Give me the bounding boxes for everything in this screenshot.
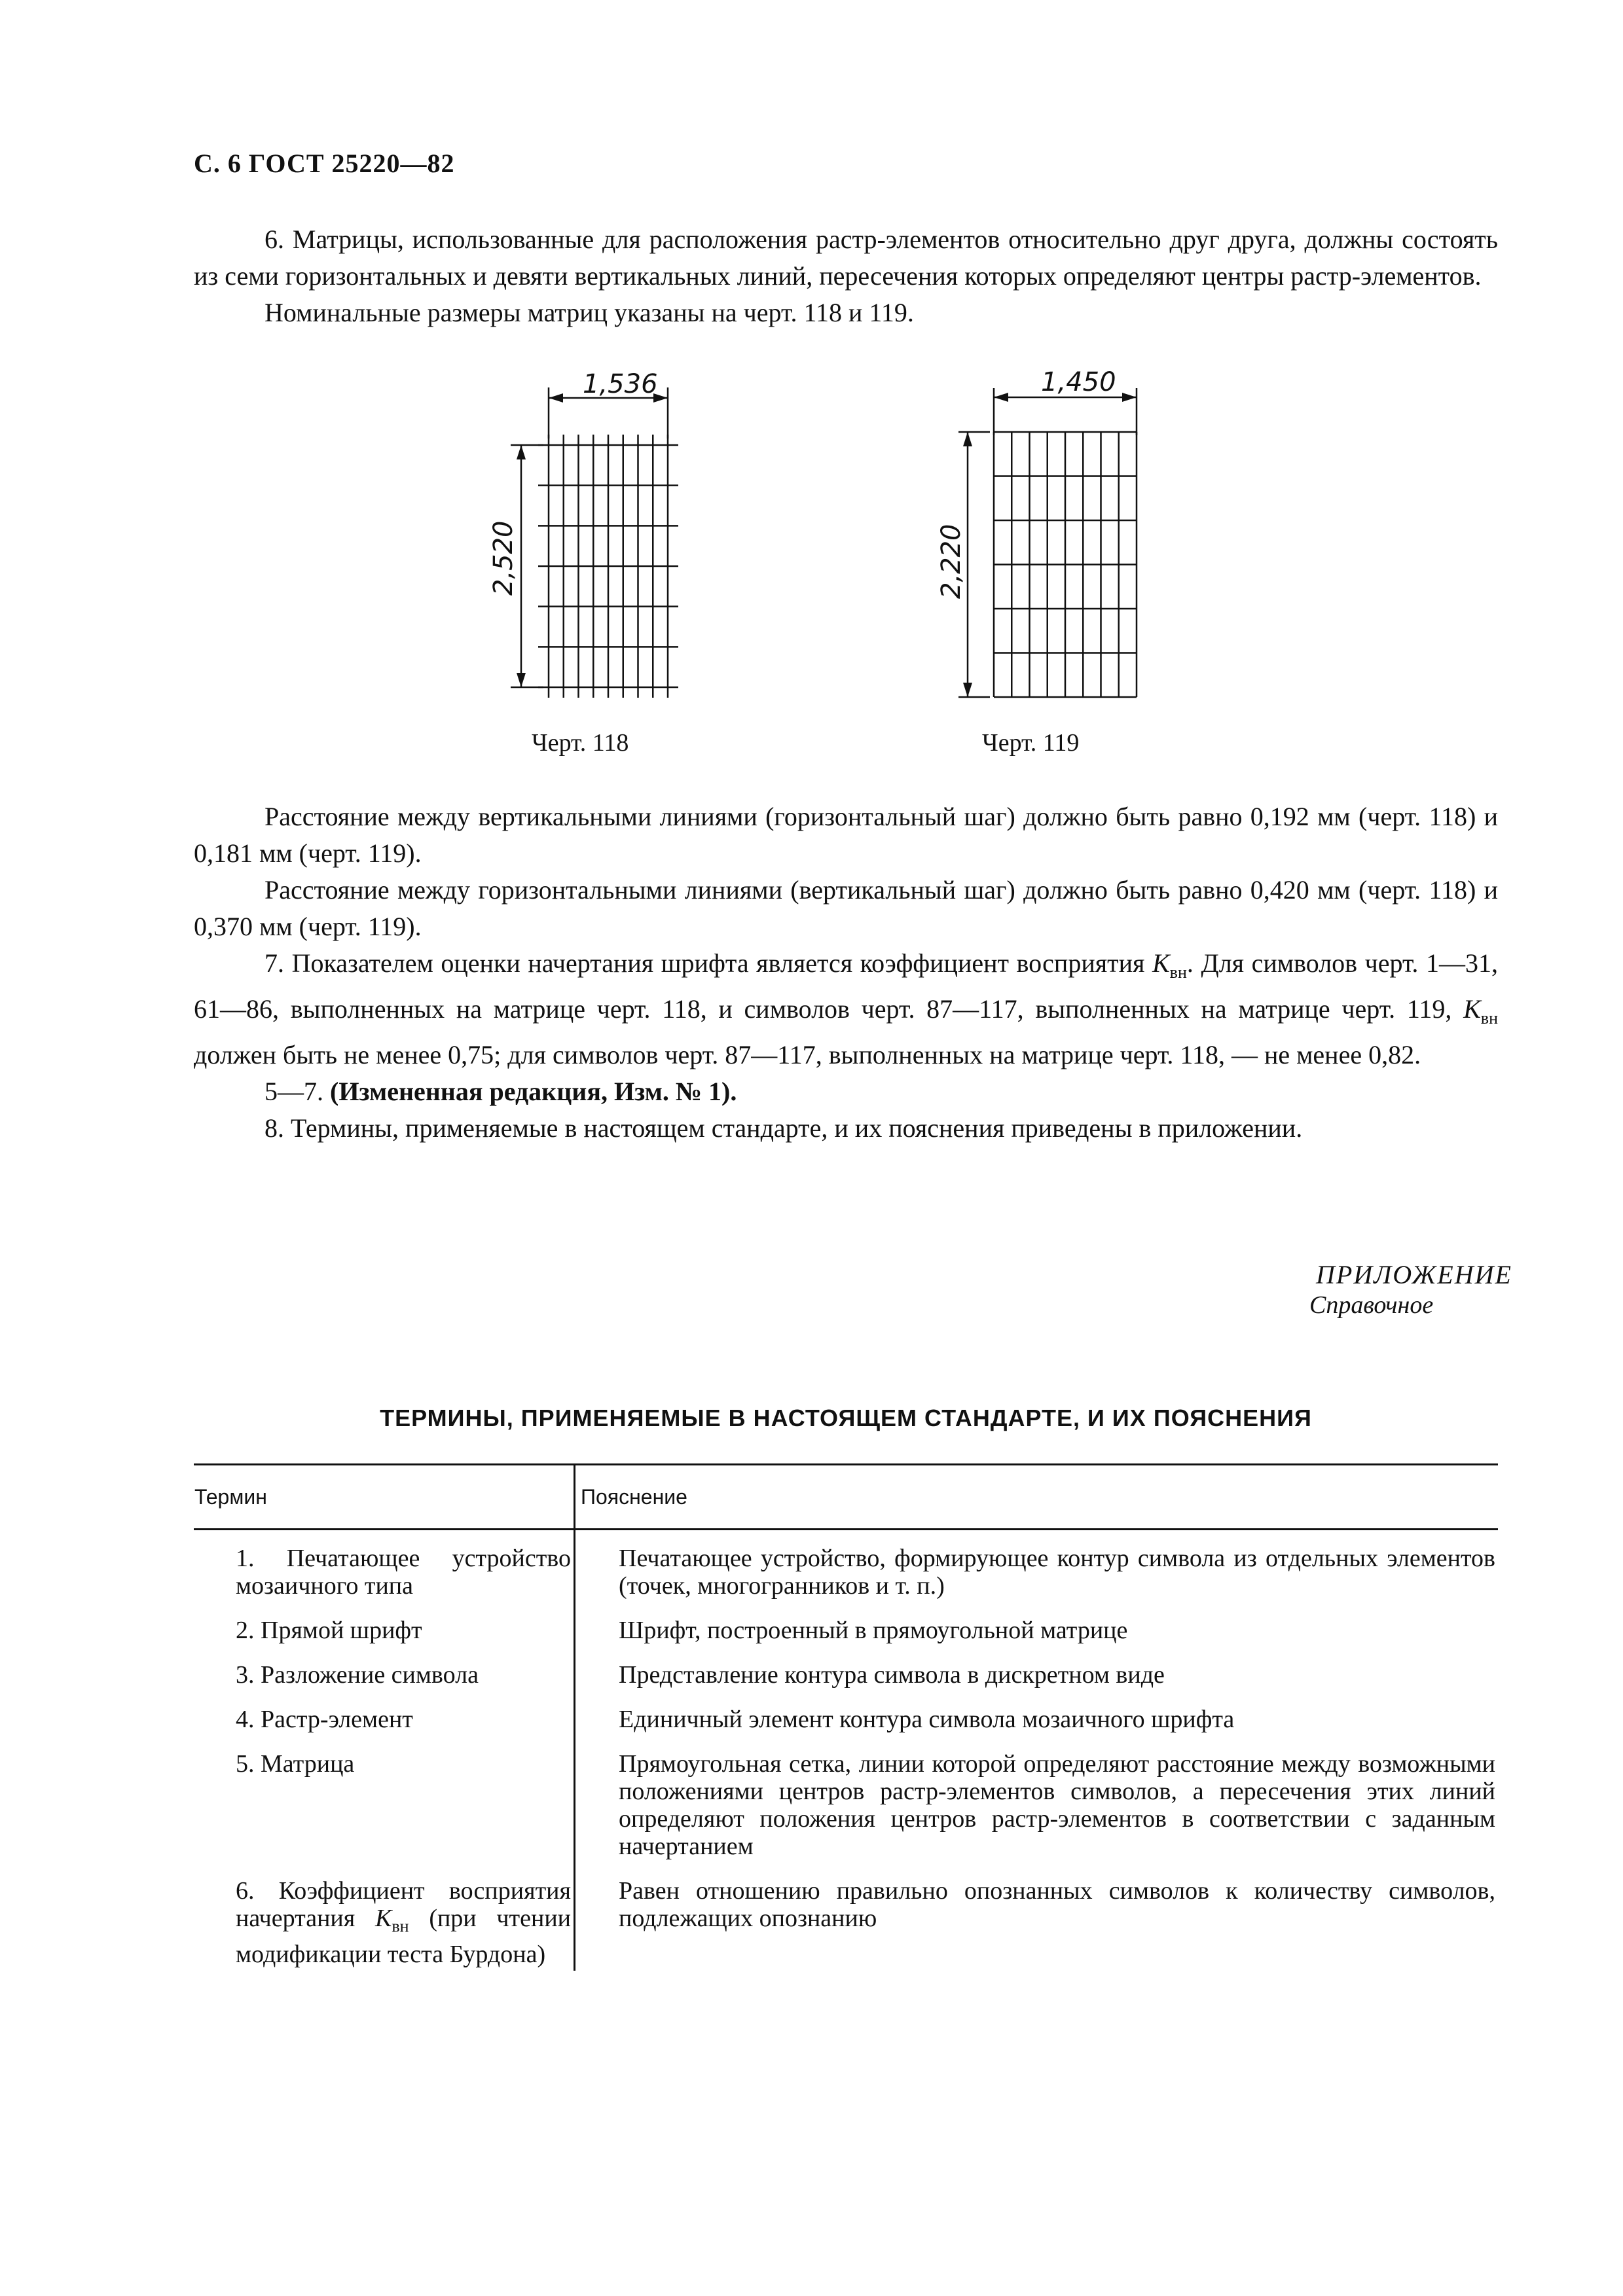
terms-table [194,1463,1498,1971]
appendix-label: ПРИЛОЖЕНИЕ [1316,1260,1512,1289]
matrix-119-drawing [930,363,1192,710]
term-cell: 6. Коэффициент восприятия начертания $K_{вн}$ (при чтении модификации теста Бурдона) [194,1863,575,1971]
table-row [194,1602,1498,1647]
definition-cell: Единичный элемент контура символа мозаичного шрифта [619,1706,1235,1733]
paragraph-6: 6. Матрицы, использованные для расположения растр-элементов относительно друг друга, должны состоять из семи горизонтальных и девяти вертикальных линий, пересечения которых определяют центры растр-элементов. [194,224,1498,291]
paragraph-horizontal-step: Расстояние между вертикальными линиями (горизонтальный шаг) должно быть равно 0,192 мм (черт. 118) и 0,181 мм (черт. 119). [194,802,1498,868]
caption-118: Черт. 118 [532,729,629,757]
definition-cell: Шрифт, построенный в прямоугольной матрице [619,1617,1128,1644]
figure-119 [930,363,1192,713]
table-row [194,1863,1498,1971]
paragraph-nominal-sizes: Номинальные размеры матриц указаны на черт. 118 и 119. [264,298,914,327]
paragraph-7: 7. Показателем оценки начертания шрифта является коэффициент восприятия $K_{вн}$. Для символов черт. 1—31, 61—86, выполненных на матрице черт. 118, и символов черт. 87—117, выполненных на матрице черт. 119, $K_{вн}$ должен быть не менее 0,75; для символов черт. 87—117, выполненных на матрице черт. 118, — не менее 0,82. [194,948,1498,1069]
paragraph-amendment: 5—7. (Измененная редакция, Изм. № 1). [264,1077,737,1106]
table-title: ТЕРМИНЫ, ПРИМЕНЯЕМЫЕ В НАСТОЯЩЕМ СТАНДАРТЕ, И ИХ ПОЯСНЕНИЯ [380,1405,1312,1431]
height-label-118: 2,520 [488,520,519,596]
page-header: С. 6 ГОСТ 25220—82 [194,149,455,178]
appendix-subtitle: Справочное [1309,1291,1434,1319]
matrix-118-drawing [471,367,746,707]
figure-118 [471,367,746,710]
term-cell: 3. Разложение символа [194,1647,575,1691]
header-explanation: Пояснение [575,1465,1499,1530]
header-term: Термин [194,1465,575,1530]
term-cell: 5. Матрица [194,1736,575,1863]
definition-cell: Печатающее устройство, формирующее контур символа из отдельных элементов (точек, многогранников и т. п.) [619,1545,1495,1600]
table-row [194,1691,1498,1736]
intro-text [194,221,1498,331]
definition-cell: Прямоугольная сетка, линии которой определяют расстояние между возможными положениями центров растр-элементов символов, а пересечения этих линий определяют положения центров растр-элементов в соответствии с заданным начертанием [619,1750,1495,1860]
paragraph-vertical-step: Расстояние между горизонтальными линиями (вертикальный шаг) должно быть равно 0,420 мм (черт. 118) и 0,370 мм (черт. 119). [194,875,1498,941]
width-label-119: 1,450 [1041,367,1116,397]
table-header-row [194,1465,1498,1530]
table-row [194,1736,1498,1863]
table-row [194,1530,1498,1603]
caption-119: Черт. 119 [982,729,1080,757]
table-row [194,1647,1498,1691]
definition-cell: Равен отношению правильно опознанных символов к количеству символов, подлежащих опознанию [619,1877,1495,1932]
width-label-118: 1,536 [583,369,658,399]
term-cell: 1. Печатающее устройство мозаичного типа [194,1530,575,1603]
term-cell: 4. Растр-элемент [194,1691,575,1736]
term-cell: 2. Прямой шрифт [194,1602,575,1647]
height-label-119: 2,220 [936,524,966,599]
paragraph-8: 8. Термины, применяемые в настоящем стандарте, и их пояснения приведены в приложении. [264,1113,1303,1143]
body-text [194,798,1498,1147]
definition-cell: Представление контура символа в дискретном виде [619,1661,1165,1689]
